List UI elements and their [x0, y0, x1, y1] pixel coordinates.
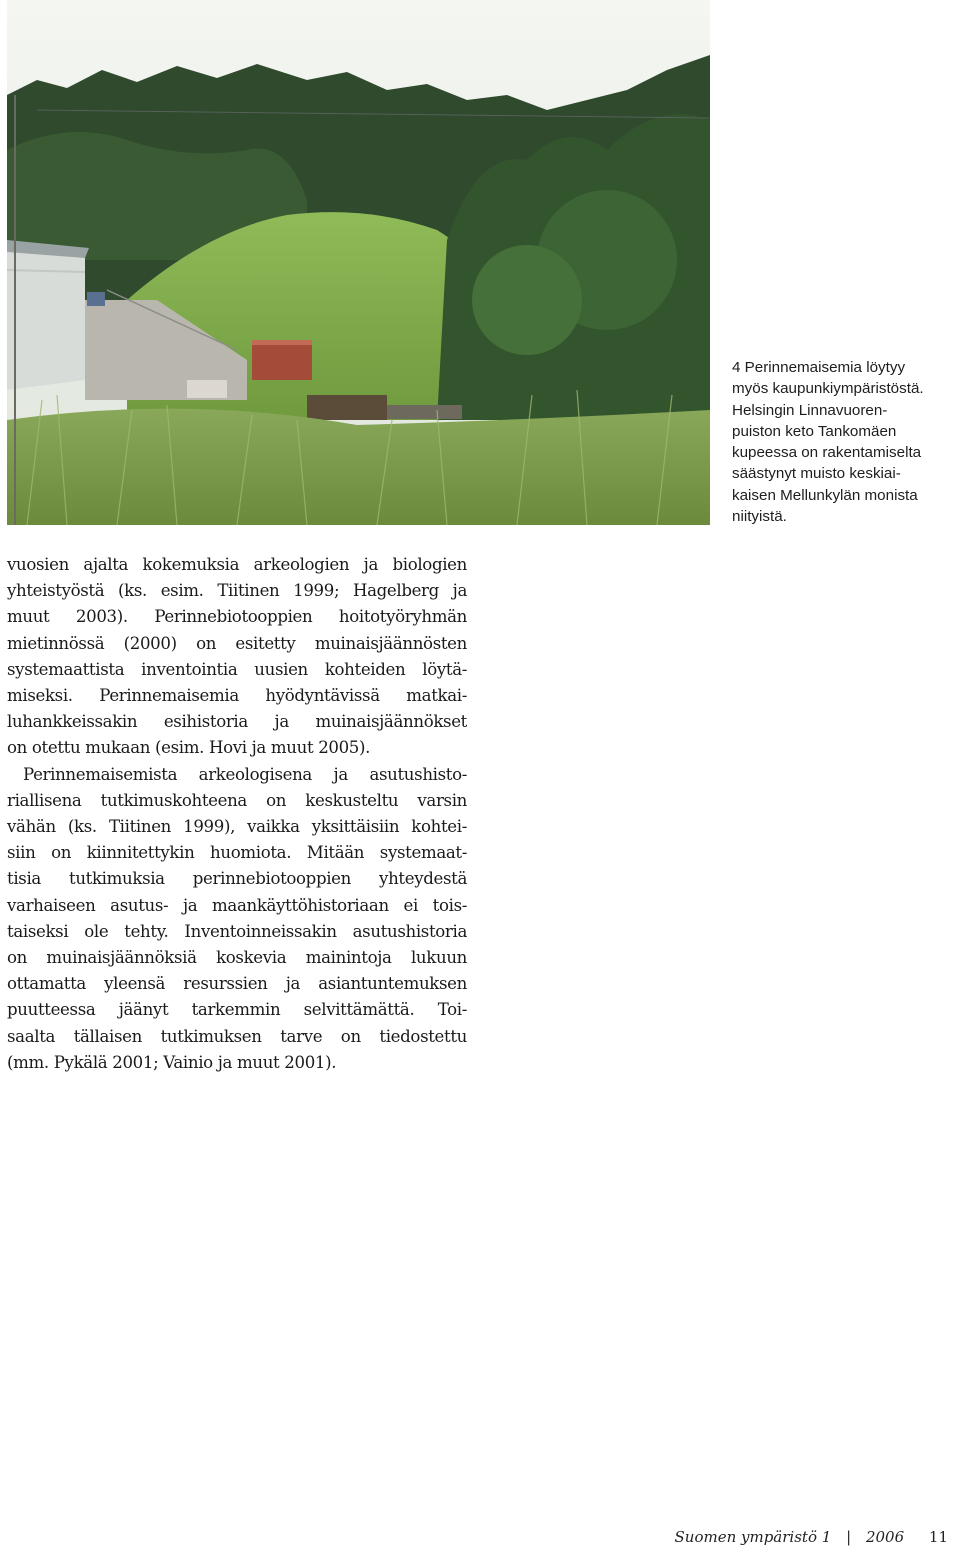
- body-line: on muinaisjäännöksiä koskevia mainintoja lukuun: [7, 948, 467, 968]
- photo-caption: [732, 357, 952, 527]
- caption-line: Helsingin Linnavuoren-: [732, 401, 888, 419]
- publication-year: 2006: [865, 1528, 905, 1546]
- body-line: riallisena tutkimuskohteena on keskusteltu varsin: [7, 790, 467, 810]
- landscape-photo: [7, 0, 710, 525]
- page-number: 11: [928, 1528, 948, 1546]
- issue-number: 1: [821, 1528, 832, 1546]
- body-line: Perinnemaisemista arkeologisena ja asutushisto-: [23, 764, 467, 784]
- page-footer: [675, 1528, 948, 1546]
- caption-line: kaisen Mellunkylän monista: [732, 486, 918, 504]
- body-line: muut 2003). Perinnebiotooppien hoitotyöryhmän: [7, 607, 467, 627]
- caption-line: 4 Perinnemaisemia löytyy: [732, 359, 906, 376]
- caption-line: säästynyt muisto keskiai-: [732, 465, 901, 483]
- caption-line: kupeessa on rakentamiselta: [732, 444, 922, 462]
- body-line: (mm. Pykälä 2001; Vainio ja muut 2001).: [7, 1052, 337, 1072]
- caption-line: myös kaupunkiympäristöstä.: [732, 380, 924, 398]
- body-line: vuosien ajalta kokemuksia arkeologien ja biologien: [7, 555, 467, 574]
- body-line: luhankkeissakin esihistoria ja muinaisjäännökset: [7, 712, 467, 732]
- body-line: mietinnössä (2000) on esitetty muinaisjäännösten: [7, 633, 467, 653]
- body-line: vähän (ks. Tiitinen 1999), vaikka yksittäisiin kohtei-: [7, 817, 467, 837]
- body-line: miseksi. Perinnemaisemia hyödyntävissä matkai-: [7, 686, 467, 706]
- body-line: siin on kiinnitettykin huomiota. Mitään systemaat-: [7, 843, 467, 863]
- footer-separator: |: [846, 1528, 852, 1546]
- body-line: ottamatta yleensä resurssien ja asiantuntemuksen: [7, 974, 467, 994]
- body-line: on otettu mukaan (esim. Hovi ja muut 2005).: [7, 738, 371, 758]
- body-text: [7, 552, 467, 1076]
- caption-line: puiston keto Tankomäen: [732, 422, 897, 440]
- body-line: tisia tutkimuksia perinnebiotooppien yhteydestä: [7, 869, 467, 889]
- body-line: saalta tällaisen tutkimuksen tarve on tiedostettu: [7, 1026, 467, 1046]
- publication-name: Suomen ympäristö: [674, 1528, 817, 1546]
- body-line: systemaattista inventointia uusien kohteiden löytä-: [7, 659, 467, 679]
- body-line: taiseksi ole tehty. Inventoinneissakin asutushistoria: [7, 921, 467, 941]
- body-line: puutteessa jäänyt tarkemmin selvittämättä. Toi-: [7, 1000, 467, 1020]
- body-line: yhteistyöstä (ks. esim. Tiitinen 1999; Hagelberg ja: [7, 581, 467, 601]
- caption-line: niityistä.: [732, 508, 787, 526]
- body-line: varhaiseen asutus- ja maankäyttöhistoriaan ei tois-: [7, 895, 467, 915]
